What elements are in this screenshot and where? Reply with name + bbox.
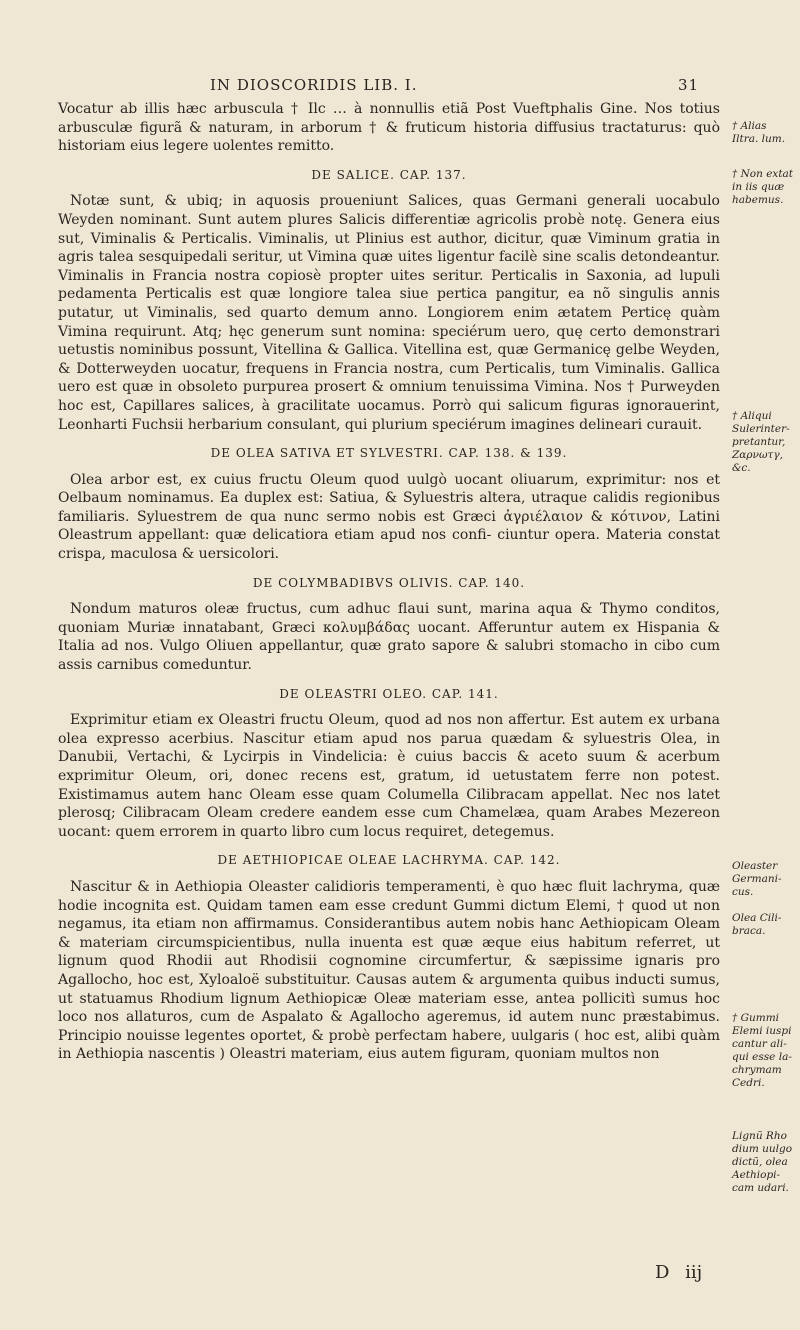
section-heading-colymbades: DE COLYMBADIBVS OLIVIS. CAP. 140.: [252, 575, 526, 590]
intro-paragraph: Vocatur ab illis hæc arbuscula † Ilc … à nonnullis etiã Post Vueftphalis Gine. Nos totius arbusculæ figurã & naturam, in arborum † & fruticum historia diffusius tractaturus: quò historiam eius legere uolentes remitto.: [58, 101, 720, 155]
margin-note: † Aliqui Sulerinter- pretantur, Ζαρνωτγ, &c.: [732, 410, 790, 474]
main-text: [58, 100, 720, 1064]
running-header: [210, 76, 710, 94]
section-heading-aethiopicae: DE AETHIOPICAE OLEAE LACHRYMA. CAP. 142.: [217, 853, 561, 868]
section-text-colymbades: Nondum maturos oleæ fructus, cum adhuc flaui sunt, marina aqua & Thymo conditos, quoniam Muriæ innatabant, Græci κολυμβάδας uocant. Afferuntur autem ex Hispania & Italia ad nos. Vulgo Oliuen appellantur, quæ grato sapore & salubri stomacho in cibo cum assis carnibus comeduntur.: [58, 601, 720, 674]
running-title: IN DIOSCORIDIS LIB. I.: [210, 76, 418, 94]
margin-note: † Gummi Elemi iuspi cantur ali- qui esse la- chrymam Cedri.: [732, 1012, 792, 1089]
section-text-olea: Olea arbor est, ex cuius fructu Oleum quod uulgò uocant oliuarum, exprimitur: nos et Oelbaum nominamus. Ea duplex est: Satiua, & Syluestris altera, utraque calidis regionibus familiaris. Syluestrem de qua nunc sermo nobis est Græci ἀγριέλαιον & κότινον, Latini Oleastrum appellant: quæ delicatiora etiam apud nos confi- ciuntur opera. Materia constat crispa, maculosa & uersicolori.: [58, 471, 720, 563]
section-text-salix: Notæ sunt, & ubiq; in aquosis proueniunt Salices, quas Germani generali uocabulo Weyden nominant. Sunt autem plures Salicis differentiæ agricolis probè notę. Genera eius sut, Viminalis & Perticalis. Viminalis, ut Plinius est author, dicitur, quæ Viminum gratia in agris talea sesquipedali seritur, ut Vimina quæ uites ligentur facilè sine scalis detondeantur. Viminalis in Francia nostra copiosè propter uites seritur. Perticalis in Saxonia, ad lupuli pedamenta Perticalis est quæ longiore talea siue pertica pangitur, ea nõ singulis annis putatur, ut Viminalis, sed quarto demum anno. Longiorem enim ætatem Perticę quàm Vimina requirunt. Atq; hęc generum sunt nomina: speciérum uero, quę certo demonstrari uetustis nominibus possunt, Vitellina & Gallica. Vitellina est, quæ Germanicę gelbe Weyden, & Dotterweyden uocatur, frequens in Francia nostra, cum Perticalis, tum Viminalis. Gallica uero est quæ in obsoleto purpurea prosert & omnium tenuissima Vimina. Nos † Purweyden hoc est, Capillares salices, à gracilitate uocamus. Porrò qui salicum figuras ignorauerint, Leonharti Fuchsii herbarium consulant, qui plurium speciérum imagines delineari curauit.: [58, 193, 720, 433]
page-number: 31: [678, 76, 700, 94]
margin-note: Olea Cili- braca.: [732, 912, 782, 937]
section-text-oleastri-oleo: Exprimitur etiam ex Oleastri fructu Oleum, quod ad nos non affertur. Est autem ex urbana olea expresso acerbius. Nascitur etiam apud nos parua quædam & syluestris Olea, in Danubii, Vertachi, & Lycirpis in Vindelicia: è cuius baccis & aceto suum & acerbum exprimitur Oleum, ori, donec recens est, gratum, id uetustatem ferre non potest. Existimamus autem hanc Oleam esse quam Columella Cilibracam appellat. Nec nos latet plerosq; Cilibracam Oleam credere eandem esse cum Chamelæa, quam Arabes Mezereon uocant: quem errorem in quarto libro cum locus requiret, detegemus.: [58, 712, 720, 840]
section-heading-olea: DE OLEA SATIVA ET SYLVESTRI. CAP. 138. & 139.: [210, 446, 568, 461]
margin-note: † Alias Iltra. lum.: [732, 120, 786, 145]
section-heading-salix: DE SALICE. CAP. 137.: [311, 167, 467, 182]
section-heading-oleastri-oleo: DE OLEASTRI OLEO. CAP. 141.: [279, 686, 499, 701]
margin-note: Lignũ Rho dium uulgo dictũ, olea Aethiopi- cam udari.: [732, 1130, 793, 1194]
section-text-aethiopicae: Nascitur & in Aethiopia Oleaster calidioris temperamenti, è quo hæc fluit lachryma, quæ hodie incognita est. Quidam tamen eam esse credunt Gummi dictum Elemi, † quod ut non negamus, ita etiam non affirmamus. Considerantibus autem nobis hanc Aethiopicam Oleam & materiam circumspicientibus, nulla inuenta est quæ æque eius habitum referret, ut lignum quod Rhodii aut Rhodisii cognomine circumfertur, & sæpissime ignaris pro Agallocho, hoc est, Xyloaloë substituitur. Causas autem & argumenta quibus inducti sumus, ut statuamus Rhodium lignum Aethiopicæ Oleæ materiam esse, antea pollicitì sumus hoc loco nos allaturos, cum de Aspalato & Agallocho ageremus, id autem nunc præstabimus. Principio nouisse legentes oportet, & probè perfectam habere, uulgaris ( hoc est, alibi quàm in Aethiopia nascentis ) Oleastri materiam, eius autem figuram, quoniam multos non: [58, 878, 720, 1063]
page-footer: [655, 1262, 712, 1283]
catchword: iij: [685, 1262, 703, 1283]
signature-mark: D: [655, 1262, 670, 1283]
margin-note: † Non extat in iis quæ habemus.: [732, 168, 794, 206]
margin-note: Oleaster Germani- cus.: [732, 860, 782, 898]
